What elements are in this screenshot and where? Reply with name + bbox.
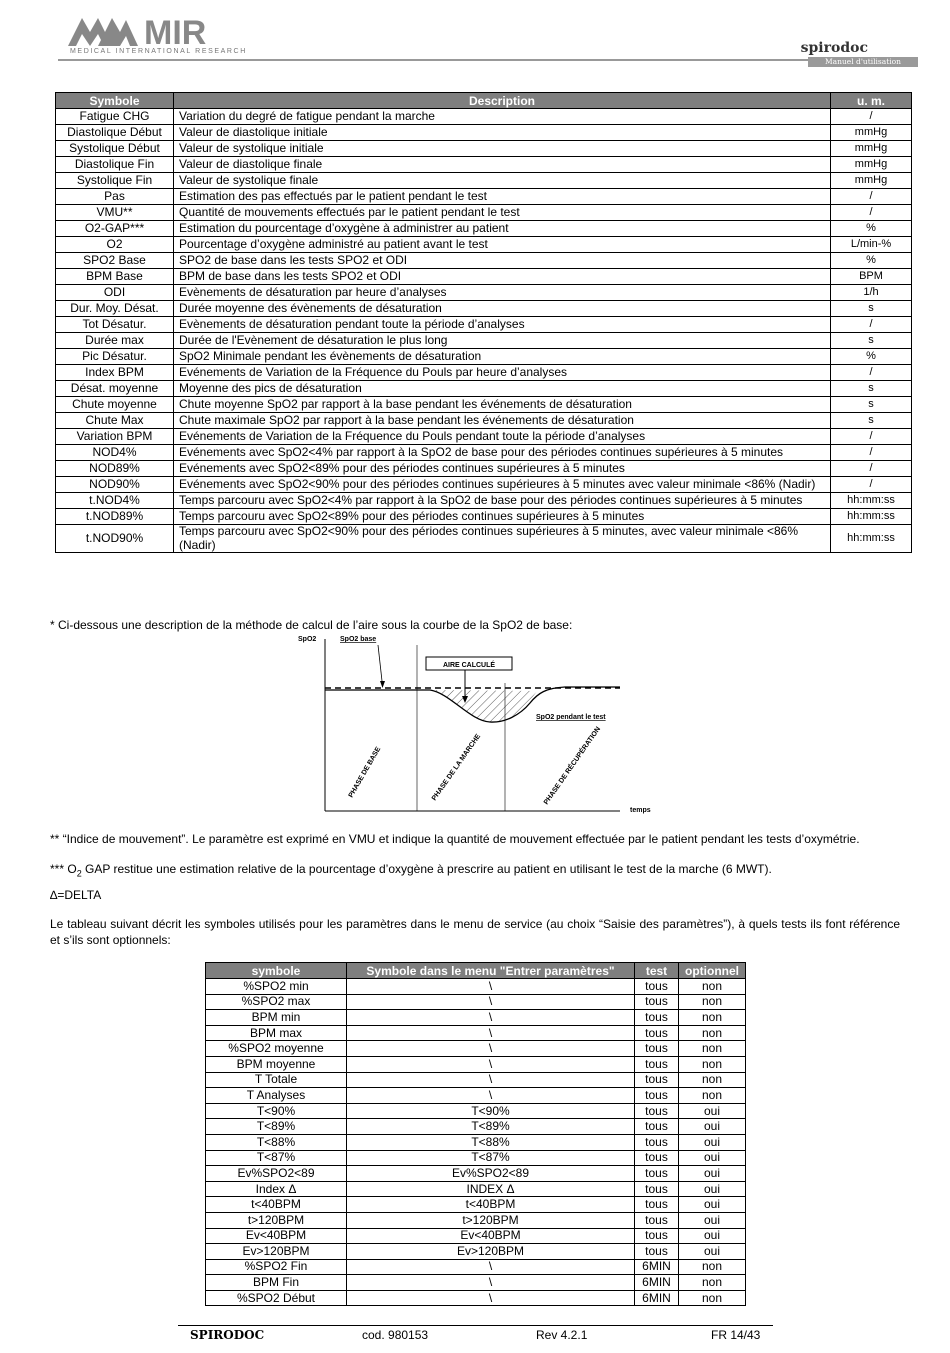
table-row <box>206 979 746 995</box>
diagram-y-label: SpO2 <box>298 636 317 643</box>
cell-unit: / <box>831 205 912 221</box>
table-row <box>56 365 912 381</box>
table-row <box>206 1275 746 1291</box>
cell-optional: non <box>679 1275 746 1291</box>
logo-subtitle: MEDICAL INTERNATIONAL RESEARCH <box>70 48 247 55</box>
cell-symbole: t.NOD89% <box>56 509 174 525</box>
table-row <box>56 269 912 285</box>
curve-label: SpO2 pendant le test <box>536 714 606 721</box>
cell-description: Evénements de Variation de la Fréquence du Pouls pendant toute la période d’analyses <box>174 429 831 445</box>
cell-test: 6MIN <box>635 1275 679 1291</box>
cell-description: Chute moyenne SpO2 par rapport à la base pendant les événements de désaturation <box>174 397 831 413</box>
cell-symbole: Chute Max <box>56 413 174 429</box>
cell-symbole: BPM moyenne <box>206 1056 347 1072</box>
cell-symbole: %SPO2 Fin <box>206 1259 347 1275</box>
cell-symbole: t>120BPM <box>206 1212 347 1228</box>
diagram-base-label: SpO2 base <box>340 636 377 643</box>
cell-description: Quantité de mouvements effectués par le patient pendant le test <box>174 205 831 221</box>
cell-optional: non <box>679 1088 746 1104</box>
base-pointer-arrow <box>380 681 385 688</box>
cell-symbole: T<90% <box>206 1103 347 1119</box>
cell-description: Evénements avec SpO2<4% par rapport à la SpO2 de base pour des périodes continues supérieures à 5 minutes <box>174 445 831 461</box>
table-row <box>56 509 912 525</box>
cell-symbole: O2-GAP*** <box>56 221 174 237</box>
table-row <box>206 1134 746 1150</box>
cell-test: tous <box>635 1197 679 1213</box>
col-header-symbole: Symbole <box>56 93 174 109</box>
cell-menu-symbol: \ <box>347 1290 635 1306</box>
phase-base-label: PHASE DE BASE <box>347 745 383 799</box>
table-row <box>56 477 912 493</box>
cell-test: tous <box>635 1228 679 1244</box>
cell-test: tous <box>635 1244 679 1260</box>
table-row <box>56 525 912 553</box>
table-row <box>56 349 912 365</box>
service-symbols-table-body <box>206 979 746 1306</box>
col-header-menu-symbol: Symbole dans le menu "Entrer paramètres" <box>347 963 635 979</box>
cell-optional: oui <box>679 1244 746 1260</box>
cell-unit: / <box>831 429 912 445</box>
cell-menu-symbol: \ <box>347 1041 635 1057</box>
table-row <box>56 445 912 461</box>
cell-symbole: BPM Base <box>56 269 174 285</box>
base-pointer-line <box>378 645 382 681</box>
table-row <box>56 141 912 157</box>
cell-optional: oui <box>679 1212 746 1228</box>
parameters-table <box>55 92 912 553</box>
table2-header-row <box>206 963 746 979</box>
cell-description: Durée moyenne des évènements de désaturation <box>174 301 831 317</box>
cell-symbole: T<87% <box>206 1150 347 1166</box>
cell-optional: oui <box>679 1197 746 1213</box>
cell-menu-symbol: T<87% <box>347 1150 635 1166</box>
cell-symbole: Chute moyenne <box>56 397 174 413</box>
table-row <box>206 1088 746 1104</box>
cell-unit: hh:mm:ss <box>831 493 912 509</box>
vmu-note: ** “Indice de mouvement”. Le paramètre est exprimé en VMU et indique la quantité de mouvement effectuée par le patient pendant les tests d’oxymétrie. <box>50 832 860 846</box>
diagram-x-label: temps <box>630 807 651 814</box>
table-row <box>56 397 912 413</box>
cell-description: Valeur de diastolique initiale <box>174 125 831 141</box>
cell-test: tous <box>635 979 679 995</box>
table-row <box>56 125 912 141</box>
cell-symbole: NOD90% <box>56 477 174 493</box>
cell-test: tous <box>635 1181 679 1197</box>
cell-unit: / <box>831 365 912 381</box>
cell-menu-symbol: T<89% <box>347 1119 635 1135</box>
cell-description: Temps parcouru avec SpO2<89% pour des périodes continues supérieures à 5 minutes <box>174 509 831 525</box>
spo2-area-diagram <box>290 633 670 818</box>
cell-menu-symbol: T<90% <box>347 1103 635 1119</box>
cell-test: 6MIN <box>635 1259 679 1275</box>
cell-test: tous <box>635 1010 679 1026</box>
table-row <box>56 301 912 317</box>
header-divider <box>58 59 918 61</box>
cell-symbole: Systolique Fin <box>56 173 174 189</box>
cell-optional: non <box>679 1041 746 1057</box>
cell-test: tous <box>635 1119 679 1135</box>
cell-symbole: Variation BPM <box>56 429 174 445</box>
table-row <box>56 381 912 397</box>
table-row <box>56 109 912 125</box>
cell-test: tous <box>635 1041 679 1057</box>
gap-note-subscript: 2 <box>76 868 82 879</box>
table-row <box>56 237 912 253</box>
cell-symbole: Tot Désatur. <box>56 317 174 333</box>
cell-symbole: %SPO2 Début <box>206 1290 347 1306</box>
cell-menu-symbol: Ev<40BPM <box>347 1228 635 1244</box>
service-symbols-table <box>205 962 746 1306</box>
cell-symbole: Systolique Début <box>56 141 174 157</box>
table2-intro: Le tableau suivant décrit les symboles utilisés pour les paramètres dans le menu de service (au choix “Saisie des paramètres”), à quels tests ils font référence et s’ils sont optionnels: <box>50 917 900 947</box>
col-header-test: test <box>635 963 679 979</box>
cell-test: tous <box>635 994 679 1010</box>
cell-unit: s <box>831 381 912 397</box>
cell-unit: mmHg <box>831 125 912 141</box>
table-row <box>206 1212 746 1228</box>
cell-menu-symbol: \ <box>347 1275 635 1291</box>
cell-symbole: t<40BPM <box>206 1197 347 1213</box>
cell-symbole: Désat. moyenne <box>56 381 174 397</box>
cell-optional: oui <box>679 1150 746 1166</box>
cell-optional: non <box>679 979 746 995</box>
cell-optional: non <box>679 1025 746 1041</box>
cell-menu-symbol: \ <box>347 1072 635 1088</box>
cell-test: tous <box>635 1072 679 1088</box>
cell-unit: mmHg <box>831 173 912 189</box>
cell-symbole: ODI <box>56 285 174 301</box>
col-header-unit: u. m. <box>831 93 912 109</box>
cell-symbole: Index Δ <box>206 1181 347 1197</box>
cell-description: BPM de base dans les tests SPO2 et ODI <box>174 269 831 285</box>
cell-description: Pourcentage d’oxygène administré au patient avant le test <box>174 237 831 253</box>
cell-menu-symbol: Ev>120BPM <box>347 1244 635 1260</box>
table-row <box>206 994 746 1010</box>
table-row <box>206 1025 746 1041</box>
table-row <box>206 1056 746 1072</box>
cell-symbole: Durée max <box>56 333 174 349</box>
table-row <box>56 189 912 205</box>
cell-unit: / <box>831 189 912 205</box>
cell-test: tous <box>635 1150 679 1166</box>
cell-menu-symbol: T<88% <box>347 1134 635 1150</box>
cell-optional: non <box>679 1072 746 1088</box>
cell-unit: mmHg <box>831 141 912 157</box>
gap-note-prefix: *** O <box>50 862 77 876</box>
cell-symbole: BPM Fin <box>206 1275 347 1291</box>
cell-test: 6MIN <box>635 1290 679 1306</box>
cell-menu-symbol: Ev%SPO2<89 <box>347 1166 635 1182</box>
col-header-description: Description <box>174 93 831 109</box>
cell-symbole: BPM min <box>206 1010 347 1026</box>
table-row <box>206 1228 746 1244</box>
cell-description: Valeur de systolique initiale <box>174 141 831 157</box>
cell-symbole: %SPO2 max <box>206 994 347 1010</box>
cell-description: Evénements avec SpO2<90% pour des périodes continues supérieures à 5 minutes avec valeur minimale <86% (Nadir) <box>174 477 831 493</box>
cell-description: Estimation du pourcentage d’oxygène à administrer au patient <box>174 221 831 237</box>
calculated-area <box>430 690 537 722</box>
cell-symbole: Fatigue CHG <box>56 109 174 125</box>
cell-symbole: %SPO2 moyenne <box>206 1041 347 1057</box>
cell-description: Evénements de Variation de la Fréquence du Pouls par heure d’analyses <box>174 365 831 381</box>
cell-unit: s <box>831 333 912 349</box>
footer-revision: Rev 4.2.1 <box>536 1328 588 1342</box>
table-row <box>56 493 912 509</box>
col-header-optional: optionnel <box>679 963 746 979</box>
cell-unit: s <box>831 301 912 317</box>
gap-note-text: GAP restitue une estimation relative de la pourcentage d’oxygène à prescrire au patient en utilisant le test de la marche (6 MWT). <box>81 862 772 876</box>
cell-optional: oui <box>679 1181 746 1197</box>
table-row <box>56 317 912 333</box>
cell-unit: s <box>831 397 912 413</box>
cell-optional: oui <box>679 1166 746 1182</box>
cell-symbole: Dur. Moy. Désat. <box>56 301 174 317</box>
cell-unit: / <box>831 477 912 493</box>
phase-walk-label: PHASE DE LA MARCHE <box>430 733 483 803</box>
cell-optional: oui <box>679 1119 746 1135</box>
cell-unit: BPM <box>831 269 912 285</box>
cell-symbole: Ev>120BPM <box>206 1244 347 1260</box>
table-row <box>56 157 912 173</box>
cell-optional: non <box>679 1290 746 1306</box>
manual-label: Manuel d'utilisation <box>808 57 918 67</box>
cell-menu-symbol: INDEX Δ <box>347 1181 635 1197</box>
cell-symbole: VMU** <box>56 205 174 221</box>
cell-test: tous <box>635 1134 679 1150</box>
cell-unit: hh:mm:ss <box>831 509 912 525</box>
cell-description: SPO2 de base dans les tests SPO2 et ODI <box>174 253 831 269</box>
gap-note <box>50 862 900 882</box>
cell-optional: non <box>679 1259 746 1275</box>
cell-unit: % <box>831 221 912 237</box>
table-row <box>56 333 912 349</box>
cell-symbole: BPM max <box>206 1025 347 1041</box>
table-row <box>206 1166 746 1182</box>
area-note: * Ci-dessous une description de la méthode de calcul de l’aire sous la courbe de la SpO2 de base: <box>50 618 573 632</box>
cell-menu-symbol: \ <box>347 994 635 1010</box>
cell-description: Temps parcouru avec SpO2<90% pour des périodes continues supérieures à 5 minutes, avec valeur minimale <86% (Nadir) <box>174 525 831 553</box>
footer-code: cod. 980153 <box>362 1328 429 1342</box>
cell-description: Durée de l'Evènement de désaturation le plus long <box>174 333 831 349</box>
cell-description: Evènements de désaturation pendant toute la période d’analyses <box>174 317 831 333</box>
cell-symbole: O2 <box>56 237 174 253</box>
cell-symbole: T Analyses <box>206 1088 347 1104</box>
cell-symbole: NOD89% <box>56 461 174 477</box>
cell-test: tous <box>635 1088 679 1104</box>
area-label: AIRE CALCULÉ <box>442 662 496 669</box>
cell-description: Valeur de diastolique finale <box>174 157 831 173</box>
cell-symbole: Pas <box>56 189 174 205</box>
cell-description: Estimation des pas effectués par le patient pendant le test <box>174 189 831 205</box>
table-row <box>206 1041 746 1057</box>
cell-symbole: Diastolique Début <box>56 125 174 141</box>
cell-description: Temps parcouru avec SpO2<4% par rapport à la SpO2 de base pour des périodes continues supérieures à 5 minutes <box>174 493 831 509</box>
table-row <box>206 1290 746 1306</box>
phase-recovery-label: PHASE DE RÉCUPÉRATION <box>542 725 603 807</box>
cell-optional: oui <box>679 1228 746 1244</box>
table-row <box>56 285 912 301</box>
cell-unit: hh:mm:ss <box>831 525 912 553</box>
table-row <box>56 413 912 429</box>
table-row <box>206 1259 746 1275</box>
cell-unit: L/min-% <box>831 237 912 253</box>
cell-description: Valeur de systolique finale <box>174 173 831 189</box>
footer-brand: SPIRODOC <box>190 1328 265 1342</box>
cell-symbole: Ev%SPO2<89 <box>206 1166 347 1182</box>
cell-symbole: T<89% <box>206 1119 347 1135</box>
cell-symbole: t.NOD90% <box>56 525 174 553</box>
cell-symbole: SPO2 Base <box>56 253 174 269</box>
table-row <box>56 221 912 237</box>
cell-menu-symbol: \ <box>347 1025 635 1041</box>
table-row <box>56 205 912 221</box>
cell-unit: 1/h <box>831 285 912 301</box>
cell-symbole: Diastolique Fin <box>56 157 174 173</box>
table-row <box>56 173 912 189</box>
cell-symbole: %SPO2 min <box>206 979 347 995</box>
cell-symbole: T Totale <box>206 1072 347 1088</box>
svg-text:MIR: MIR <box>144 14 207 52</box>
parameters-table-body <box>56 109 912 553</box>
table-row <box>206 1010 746 1026</box>
cell-test: tous <box>635 1212 679 1228</box>
cell-menu-symbol: t<40BPM <box>347 1197 635 1213</box>
cell-menu-symbol: \ <box>347 1010 635 1026</box>
cell-optional: non <box>679 1056 746 1072</box>
cell-unit: / <box>831 445 912 461</box>
brand-name: spirodoc <box>800 40 868 56</box>
cell-test: tous <box>635 1103 679 1119</box>
cell-unit: / <box>831 109 912 125</box>
col-header-symbole: symbole <box>206 963 347 979</box>
cell-menu-symbol: \ <box>347 979 635 995</box>
cell-unit: mmHg <box>831 157 912 173</box>
cell-symbole: Ev<40BPM <box>206 1228 347 1244</box>
table-row <box>206 1119 746 1135</box>
table-row <box>206 1197 746 1213</box>
cell-test: tous <box>635 1056 679 1072</box>
footer-divider <box>178 1325 773 1326</box>
table-row <box>56 253 912 269</box>
cell-test: tous <box>635 1025 679 1041</box>
cell-description: SpO2 Minimale pendant les évènements de désaturation <box>174 349 831 365</box>
table-row <box>56 461 912 477</box>
table-row <box>206 1150 746 1166</box>
cell-menu-symbol: \ <box>347 1056 635 1072</box>
cell-optional: non <box>679 994 746 1010</box>
cell-unit: s <box>831 413 912 429</box>
cell-menu-symbol: t>120BPM <box>347 1212 635 1228</box>
cell-symbole: T<88% <box>206 1134 347 1150</box>
table-row <box>56 429 912 445</box>
cell-optional: oui <box>679 1134 746 1150</box>
cell-symbole: t.NOD4% <box>56 493 174 509</box>
cell-optional: non <box>679 1010 746 1026</box>
cell-symbole: NOD4% <box>56 445 174 461</box>
cell-unit: % <box>831 253 912 269</box>
cell-unit: / <box>831 461 912 477</box>
cell-menu-symbol: \ <box>347 1259 635 1275</box>
table-row <box>206 1072 746 1088</box>
cell-description: Chute maximale SpO2 par rapport à la base pendant les événements de désaturation <box>174 413 831 429</box>
cell-symbole: Pic Désatur. <box>56 349 174 365</box>
cell-unit: / <box>831 317 912 333</box>
table-row <box>206 1103 746 1119</box>
cell-description: Evénements avec SpO2<89% pour des périodes continues supérieures à 5 minutes <box>174 461 831 477</box>
cell-optional: oui <box>679 1103 746 1119</box>
cell-test: tous <box>635 1166 679 1182</box>
cell-description: Variation du degré de fatigue pendant la marche <box>174 109 831 125</box>
cell-description: Moyenne des pics de désaturation <box>174 381 831 397</box>
table-header-row <box>56 93 912 109</box>
table-row <box>206 1181 746 1197</box>
delta-note: ∆=DELTA <box>50 888 102 902</box>
cell-symbole: Index BPM <box>56 365 174 381</box>
cell-menu-symbol: \ <box>347 1088 635 1104</box>
table-row <box>206 1244 746 1260</box>
footer-page-number: FR 14/43 <box>711 1328 761 1342</box>
cell-unit: % <box>831 349 912 365</box>
cell-description: Evènements de désaturation par heure d’analyses <box>174 285 831 301</box>
